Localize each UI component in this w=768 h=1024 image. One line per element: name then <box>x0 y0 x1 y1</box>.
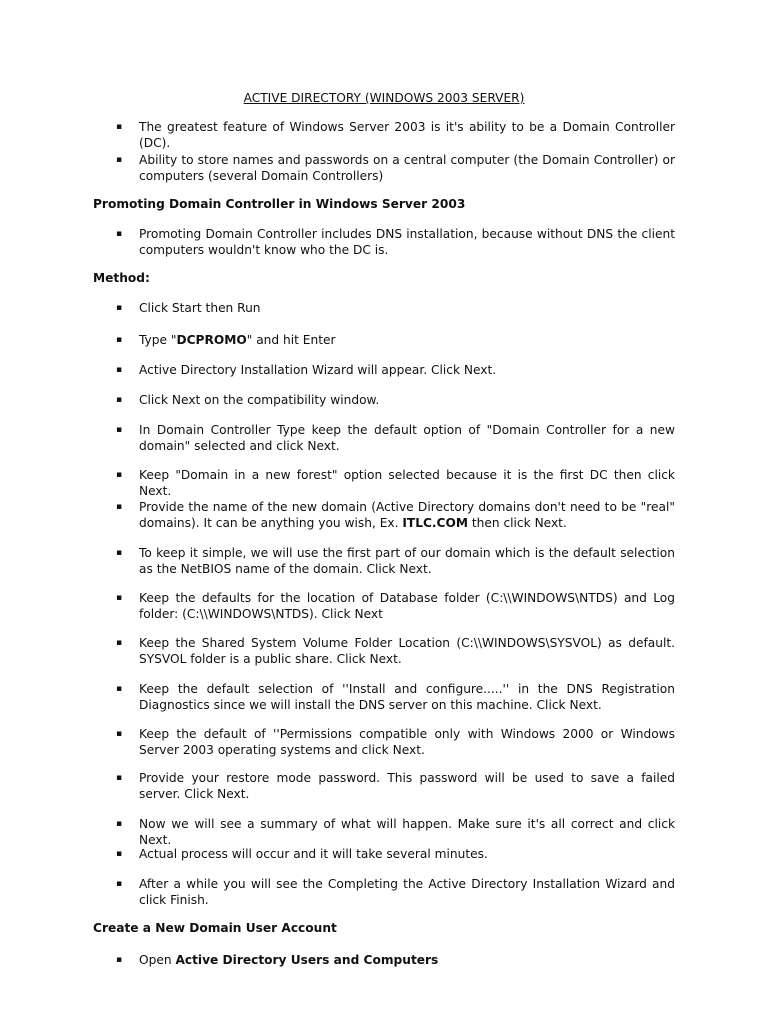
bullet-icon: ▪ <box>116 638 123 648</box>
bullet-icon: ▪ <box>116 729 123 739</box>
bullet-icon: ▪ <box>116 773 123 783</box>
list-item: Promoting Domain Controller includes DNS installation, because without DNS the client computers wouldn't know who the DC is. <box>139 227 675 257</box>
bullet-icon: ▪ <box>116 229 123 239</box>
list-item: To keep it simple, we will use the first part of our domain which is the default selection as the NetBIOS name of the domain. Click Next. <box>139 546 675 576</box>
bold-tool-name: Active Directory Users and Computers <box>175 953 439 967</box>
list-item: After a while you will see the Completing the Active Directory Installation Wizard and click Finish. <box>139 877 675 907</box>
bullet-icon: ▪ <box>116 122 123 132</box>
bullet-icon: ▪ <box>116 819 123 829</box>
bullet-icon: ▪ <box>116 955 123 965</box>
bullet-icon: ▪ <box>116 502 123 512</box>
text-run: Provide the name of the new domain (Active Directory domains don't need to be "real" domains). It can be anything you wish, Ex. <box>139 500 675 530</box>
list-item: Now we will see a summary of what will happen. Make sure it's all correct and click Next. <box>139 817 675 847</box>
list-item: Keep the Shared System Volume Folder Location (C:\\WINDOWS\SYSVOL) as default. SYSVOL folder is a public share. Click Next. <box>139 636 675 666</box>
bullet-icon: ▪ <box>116 470 123 480</box>
bold-command: DCPROMO <box>176 333 247 347</box>
bold-domain: ITLC.COM <box>402 515 468 530</box>
bullet-icon: ▪ <box>116 155 123 165</box>
bullet-icon: ▪ <box>116 684 123 694</box>
bullet-icon: ▪ <box>116 879 123 889</box>
list-item: The greatest feature of Windows Server 2003 is it's ability to be a Domain Controller (DC). <box>139 120 675 150</box>
text-run: then click Next. <box>467 515 567 530</box>
list-item: Keep "Domain in a new forest" option selected because it is the first DC then click Next. <box>139 468 675 498</box>
bullet-icon: ▪ <box>116 548 123 558</box>
list-item-dcpromo <box>139 333 675 349</box>
section-heading-promoting: Promoting Domain Controller in Windows Server 2003 <box>93 197 466 211</box>
list-item: Ability to store names and passwords on a central computer (the Domain Controller) or computers (several Domain Controllers) <box>139 153 675 183</box>
text-run: Open <box>139 953 176 967</box>
list-item: Keep the defaults for the location of Database folder (C:\\WINDOWS\NTDS) and Log folder: (C:\\WINDOWS\NTDS). Click Next <box>139 591 675 621</box>
list-item: Provide your restore mode password. This password will be used to save a failed server. Click Next. <box>139 771 675 801</box>
bullet-icon: ▪ <box>116 425 123 435</box>
section-heading-method: Method: <box>93 271 150 285</box>
section-heading-user-account: Create a New Domain User Account <box>93 921 337 935</box>
list-item: Click Next on the compatibility window. <box>139 393 380 407</box>
bullet-icon: ▪ <box>116 303 123 313</box>
bullet-icon: ▪ <box>116 593 123 603</box>
list-item: Click Start then Run <box>139 301 261 315</box>
text-run: " and hit Enter <box>246 333 336 347</box>
bullet-icon: ▪ <box>116 365 123 375</box>
bullet-icon: ▪ <box>116 335 123 345</box>
list-item: In Domain Controller Type keep the default option of "Domain Controller for a new domain" selected and click Next. <box>139 423 675 453</box>
list-item: Keep the default of ''Permissions compatible only with Windows 2000 or Windows Server 2003 operating systems and click Next. <box>139 727 675 757</box>
bullet-icon: ▪ <box>116 849 123 859</box>
list-item: Active Directory Installation Wizard will appear. Click Next. <box>139 363 497 377</box>
text-run: Type " <box>139 333 177 347</box>
document-title: ACTIVE DIRECTORY (WINDOWS 2003 SERVER) <box>243 91 525 105</box>
list-item: Actual process will occur and it will take several minutes. <box>139 847 488 861</box>
bullet-icon: ▪ <box>116 395 123 405</box>
list-item: Keep the default selection of ''Install and configure.....'' in the DNS Registration Diagnostics since we will install the DNS server on this machine. Click Next. <box>139 682 675 712</box>
list-item-domain <box>139 500 675 531</box>
list-item-open-aduc <box>139 953 675 969</box>
